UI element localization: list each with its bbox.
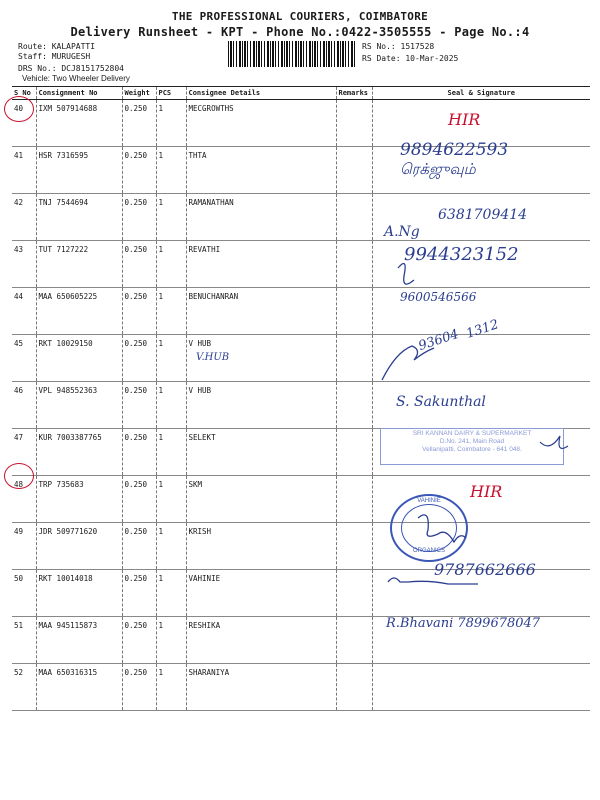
pcs-cell: 1 [156,382,186,429]
weight-cell: 0.250 [122,288,156,335]
handwritten-signature: A.Ng [384,224,420,240]
consignment-cell: IXM 507914688 [36,100,122,147]
signature-stroke [418,515,466,542]
handwritten-remark: V.HUB [196,352,230,363]
handwritten-number: 1312 [464,317,501,342]
stamp-line: SRI KANNAN DAIRY & SUPERMARKET [412,430,532,437]
route-label: Route: KALAPATTI [18,42,96,51]
consignment-cell: TRP 735683 [36,476,122,523]
weight-cell: 0.250 [122,241,156,288]
consignee-cell: MECGROWTHS [186,100,336,147]
pcs-cell: 1 [156,664,186,711]
signature-stroke [382,346,434,380]
handwritten-phone: 9787662666 [434,560,536,579]
consignment-cell: JDR 509771620 [36,523,122,570]
seal-bottom-text: ORGANICS [412,548,445,554]
sno-cell: 42 [12,194,36,241]
sno-cell: 52 [12,664,36,711]
sno-cell: 40 [12,100,36,147]
column-header-consignment: Consignment No [36,87,122,100]
pcs-cell: 1 [156,241,186,288]
sno-cell: 50 [12,570,36,617]
consignment-cell: MAA 945115873 [36,617,122,664]
rs-date: RS Date: 10-Mar-2025 [362,54,459,63]
tamil-signature: ரெக்ஜுவும் [400,160,476,178]
sno-cell: 44 [12,288,36,335]
pcs-cell: 1 [156,288,186,335]
drs-number: DRS No.: DCJ8151752804 [18,64,124,73]
consignee-cell: SKM [186,476,336,523]
consignee-cell: REVATHI [186,241,336,288]
consignee-cell: BENUCHANRAN [186,288,336,335]
consignment-cell: HSR 7316595 [36,147,122,194]
weight-cell: 0.250 [122,382,156,429]
handwritten-phone: 6381709414 [438,207,528,223]
consignment-cell: MAA 650605225 [36,288,122,335]
weight-cell: 0.250 [122,617,156,664]
sno-cell: 43 [12,241,36,288]
pcs-cell: 1 [156,335,186,382]
consignment-cell: TNJ 7544694 [36,194,122,241]
handwritten-number: 93604 [416,326,461,355]
weight-cell: 0.250 [122,429,156,476]
sno-cell: 46 [12,382,36,429]
column-header-weight: Weight [122,87,156,100]
sno-cell: 41 [12,147,36,194]
rs-number: RS No.: 1517528 [362,42,435,51]
consignment-cell: RKT 10014018 [36,570,122,617]
pcs-cell: 1 [156,476,186,523]
consignee-cell: SHARANIYA [186,664,336,711]
handwritten-signature: S. Sakunthal [396,394,486,410]
handwritten-phone: 9894622593 [400,140,509,160]
pcs-cell: 1 [156,100,186,147]
pcs-cell: 1 [156,194,186,241]
sno-cell: 51 [12,617,36,664]
staff-label: Staff: MURUGESH [18,52,91,61]
consignee-cell: KRISH [186,523,336,570]
consignee-cell: V HUB [186,335,336,382]
sno-cell: 47 [12,429,36,476]
weight-cell: 0.250 [122,335,156,382]
pcs-cell: 1 [156,570,186,617]
handwritten-phone: 9600546566 [400,290,477,304]
consignee-cell: RAMANATHAN [186,194,336,241]
column-header-signature: Seal & Signature [372,87,590,100]
consignment-cell: MAA 650316315 [36,664,122,711]
seal-top-text: VAHINIE [417,498,441,504]
weight-cell: 0.250 [122,523,156,570]
consignment-cell: RKT 10029150 [36,335,122,382]
column-header-consignee: Consignee Details [186,87,336,100]
handwritten-phone: 9944323152 [404,244,519,265]
company-title: THE PROFESSIONAL COURIERS, COIMBATORE [171,10,429,23]
sno-cell: 45 [12,335,36,382]
consignment-cell: KUR 7003387765 [36,429,122,476]
consignee-cell: VAHINIE [186,570,336,617]
sno-cell: 48 [12,476,36,523]
weight-cell: 0.250 [122,664,156,711]
weight-cell: 0.250 [122,147,156,194]
stamp-line: Vellanipatti, Coimbatore - 641 048. [422,446,522,453]
signature-stroke [398,264,414,285]
stamp-line: D.No. 241, Main Road [439,438,505,445]
signature-stroke [540,436,568,448]
weight-cell: 0.250 [122,570,156,617]
document-title: Delivery Runsheet - KPT - Phone No.:0422-3505555 - Page No.:4 [70,25,530,39]
signature-stroke [388,578,478,584]
weight-cell: 0.250 [122,476,156,523]
handwritten-mark: HIR [470,482,503,501]
pcs-cell: 1 [156,429,186,476]
sno-cell: 49 [12,523,36,570]
column-header-remarks: Remarks [336,87,372,100]
pcs-cell: 1 [156,523,186,570]
vehicle-label: Vehicle: Two Wheeler Delivery [22,74,130,83]
consignee-cell: RESHIKA [186,617,336,664]
weight-cell: 0.250 [122,194,156,241]
column-header-pcs: PCS [156,87,186,100]
consignee-cell: SELEKT [186,429,336,476]
column-header-sno: S No [12,87,36,100]
consignee-cell: V HUB [186,382,336,429]
handwritten-signature: R.Bhavani 7899678047 [386,616,541,631]
handwritten-mark: HIR [448,110,481,129]
weight-cell: 0.250 [122,100,156,147]
pcs-cell: 1 [156,147,186,194]
consignment-cell: VPL 948552363 [36,382,122,429]
consignment-cell: TUT 7127222 [36,241,122,288]
pcs-cell: 1 [156,617,186,664]
consignee-cell: THTA [186,147,336,194]
